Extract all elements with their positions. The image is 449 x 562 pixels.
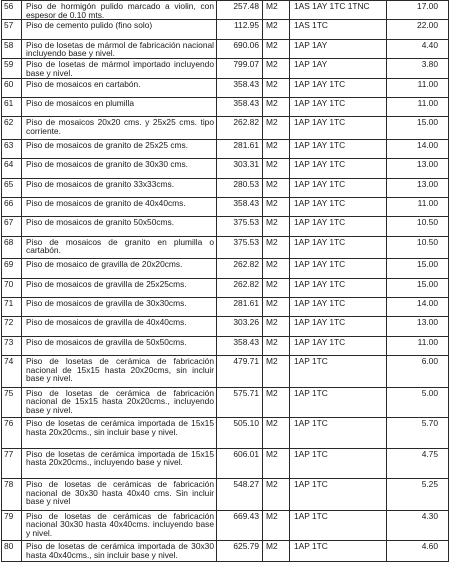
item-code: 1AP 1AY 1TC bbox=[290, 117, 387, 140]
unit-price: 505.10 bbox=[217, 418, 263, 449]
table-row bbox=[2, 117, 449, 140]
unit-price: 669.43 bbox=[217, 510, 263, 541]
unit-price: 548.27 bbox=[217, 479, 263, 511]
item-code: 1AP 1AY 1TC bbox=[290, 78, 387, 97]
unit-of-measure: M2 bbox=[263, 317, 290, 336]
unit-of-measure: M2 bbox=[263, 117, 290, 140]
item-description: Piso de mosaicos de gravilla de 25x25cms. bbox=[22, 278, 217, 297]
table-row bbox=[2, 387, 449, 418]
unit-of-measure: M2 bbox=[263, 159, 290, 178]
table-row bbox=[2, 336, 449, 355]
row-number: 77 bbox=[2, 448, 22, 479]
unit-of-measure: M2 bbox=[263, 418, 290, 449]
item-description: Piso de hormigón pulido marcado a violin, con espesor de 0.10 mts. bbox=[22, 1, 217, 20]
unit-of-measure: M2 bbox=[263, 336, 290, 355]
unit-of-measure: M2 bbox=[263, 20, 290, 39]
unit-price: 375.53 bbox=[217, 217, 263, 236]
unit-of-measure: M2 bbox=[263, 387, 290, 418]
item-description: Piso de mosaicos de gravilla de 30x30cms. bbox=[22, 298, 217, 317]
row-number: 60 bbox=[2, 78, 22, 97]
unit-of-measure: M2 bbox=[263, 178, 290, 197]
item-description: Piso de mosaicos de granito 50x50cms. bbox=[22, 217, 217, 236]
quantity: 13.00 bbox=[387, 159, 449, 178]
unit-of-measure: M2 bbox=[263, 59, 290, 78]
table-row bbox=[2, 448, 449, 479]
item-code: 1AP 1AY 1TC bbox=[290, 159, 387, 178]
row-number: 58 bbox=[2, 39, 22, 58]
item-description: Piso de losetas de cerámica importada de 30x30 hasta 40x40cms., sin incluir base y nivel. bbox=[22, 541, 217, 562]
item-code: 1AP 1AY 1TC bbox=[290, 139, 387, 158]
table-row bbox=[2, 236, 449, 259]
unit-of-measure: M2 bbox=[263, 356, 290, 388]
quantity: 10.50 bbox=[387, 236, 449, 259]
quantity: 4.30 bbox=[387, 510, 449, 541]
item-code: 1AP 1TC bbox=[290, 418, 387, 449]
row-number: 71 bbox=[2, 298, 22, 317]
unit-of-measure: M2 bbox=[263, 259, 290, 278]
item-description: Piso de mosaicos de granito 33x33cms. bbox=[22, 178, 217, 197]
item-description: Piso de mosaicos 20x20 cms. y 25x25 cms. tipo corriente. bbox=[22, 117, 217, 140]
row-number: 64 bbox=[2, 159, 22, 178]
table-row bbox=[2, 317, 449, 336]
table-row bbox=[2, 39, 449, 58]
unit-price: 799.07 bbox=[217, 59, 263, 78]
unit-price: 262.82 bbox=[217, 278, 263, 297]
row-number: 68 bbox=[2, 236, 22, 259]
unit-price: 303.26 bbox=[217, 317, 263, 336]
table-row bbox=[2, 78, 449, 97]
row-number: 72 bbox=[2, 317, 22, 336]
item-code: 1AP 1TC bbox=[290, 510, 387, 541]
item-description: Piso de mosaicos de gravilla de 50x50cms. bbox=[22, 336, 217, 355]
row-number: 78 bbox=[2, 479, 22, 511]
item-code: 1AP 1AY bbox=[290, 59, 387, 78]
table-row bbox=[2, 97, 449, 116]
unit-price: 358.43 bbox=[217, 336, 263, 355]
item-description: Piso de cemento pulido (fino solo) bbox=[22, 20, 217, 39]
unit-of-measure: M2 bbox=[263, 217, 290, 236]
unit-of-measure: M2 bbox=[263, 236, 290, 259]
item-description: Piso de losetas de cerámicas de fabricación nacional 30x30 hasta 40x40cms. incluyendo base y nivel. bbox=[22, 510, 217, 541]
row-number: 56 bbox=[2, 1, 22, 20]
row-number: 63 bbox=[2, 139, 22, 158]
unit-price: 375.53 bbox=[217, 236, 263, 259]
quantity: 15.00 bbox=[387, 117, 449, 140]
table-row bbox=[2, 217, 449, 236]
item-code: 1AP 1TC bbox=[290, 448, 387, 479]
row-number: 69 bbox=[2, 259, 22, 278]
row-number: 59 bbox=[2, 59, 22, 78]
item-code: 1AP 1AY 1TC bbox=[290, 336, 387, 355]
unit-of-measure: M2 bbox=[263, 479, 290, 511]
unit-price: 262.82 bbox=[217, 259, 263, 278]
item-description: Piso de losetas de cerámica importada de 15x15 hasta 20x20cms., incluyendo base y nivel. bbox=[22, 448, 217, 479]
unit-price: 112.95 bbox=[217, 20, 263, 39]
item-code: 1AP 1AY 1TC bbox=[290, 259, 387, 278]
row-number: 57 bbox=[2, 20, 22, 39]
row-number: 67 bbox=[2, 217, 22, 236]
quantity: 11.00 bbox=[387, 97, 449, 116]
table-row bbox=[2, 1, 449, 20]
unit-of-measure: M2 bbox=[263, 139, 290, 158]
unit-price: 479.71 bbox=[217, 356, 263, 388]
price-table-body bbox=[2, 1, 449, 562]
unit-of-measure: M2 bbox=[263, 541, 290, 562]
item-description: Piso de losetas de mármol de fabricación nacional incluyendo base y nivel. bbox=[22, 39, 217, 58]
unit-price: 281.61 bbox=[217, 139, 263, 158]
table-row bbox=[2, 198, 449, 217]
quantity: 22.00 bbox=[387, 20, 449, 39]
unit-of-measure: M2 bbox=[263, 1, 290, 20]
unit-price: 358.43 bbox=[217, 198, 263, 217]
quantity: 5.70 bbox=[387, 418, 449, 449]
quantity: 15.00 bbox=[387, 278, 449, 297]
quantity: 17.00 bbox=[387, 1, 449, 20]
unit-of-measure: M2 bbox=[263, 78, 290, 97]
quantity: 5.25 bbox=[387, 479, 449, 511]
quantity: 3.80 bbox=[387, 59, 449, 78]
table-row bbox=[2, 139, 449, 158]
item-code: 1AS 1TC bbox=[290, 20, 387, 39]
quantity: 11.00 bbox=[387, 336, 449, 355]
item-code: 1AP 1AY 1TC bbox=[290, 178, 387, 197]
unit-of-measure: M2 bbox=[263, 278, 290, 297]
item-code: 1AP 1AY 1TC bbox=[290, 298, 387, 317]
row-number: 76 bbox=[2, 418, 22, 449]
item-code: 1AP 1AY 1TC bbox=[290, 278, 387, 297]
row-number: 73 bbox=[2, 336, 22, 355]
unit-price: 303.31 bbox=[217, 159, 263, 178]
row-number: 74 bbox=[2, 356, 22, 388]
item-code: 1AP 1AY 1TC bbox=[290, 317, 387, 336]
price-table-page bbox=[1, 0, 448, 562]
unit-price: 280.53 bbox=[217, 178, 263, 197]
table-row bbox=[2, 298, 449, 317]
item-code: 1AP 1AY bbox=[290, 39, 387, 58]
item-description: Piso de mosaicos de granito en plumilla o cartabón. bbox=[22, 236, 217, 259]
unit-price: 281.61 bbox=[217, 298, 263, 317]
unit-of-measure: M2 bbox=[263, 448, 290, 479]
unit-price: 358.43 bbox=[217, 78, 263, 97]
table-row bbox=[2, 20, 449, 39]
item-description: Piso de mosaico de gravilla de 20x20cms. bbox=[22, 259, 217, 278]
row-number: 79 bbox=[2, 510, 22, 541]
item-code: 1AP 1AY 1TC bbox=[290, 198, 387, 217]
row-number: 62 bbox=[2, 117, 22, 140]
quantity: 6.00 bbox=[387, 356, 449, 388]
price-table bbox=[1, 0, 449, 562]
item-description: Piso de mosaicos en plumilla bbox=[22, 97, 217, 116]
table-row bbox=[2, 479, 449, 511]
row-number: 75 bbox=[2, 387, 22, 418]
table-row bbox=[2, 510, 449, 541]
item-description: Piso de mosaicos de granito de 40x40cms. bbox=[22, 198, 217, 217]
unit-of-measure: M2 bbox=[263, 298, 290, 317]
item-description: Piso de mosaicos de granito de 25x25 cms. bbox=[22, 139, 217, 158]
unit-of-measure: M2 bbox=[263, 39, 290, 58]
item-description: Piso de losetas de mármol importado incluyendo base y nivel. bbox=[22, 59, 217, 78]
quantity: 15.00 bbox=[387, 259, 449, 278]
table-row bbox=[2, 541, 449, 562]
quantity: 13.00 bbox=[387, 178, 449, 197]
quantity: 5.00 bbox=[387, 387, 449, 418]
row-number: 65 bbox=[2, 178, 22, 197]
unit-of-measure: M2 bbox=[263, 97, 290, 116]
unit-price: 690.06 bbox=[217, 39, 263, 58]
quantity: 14.00 bbox=[387, 139, 449, 158]
row-number: 80 bbox=[2, 541, 22, 562]
item-code: 1AS 1AY 1TC 1TNC bbox=[290, 1, 387, 20]
quantity: 4.75 bbox=[387, 448, 449, 479]
quantity: 10.50 bbox=[387, 217, 449, 236]
table-row bbox=[2, 159, 449, 178]
unit-price: 625.79 bbox=[217, 541, 263, 562]
row-number: 66 bbox=[2, 198, 22, 217]
quantity: 11.00 bbox=[387, 78, 449, 97]
item-code: 1AP 1TC bbox=[290, 479, 387, 511]
table-row bbox=[2, 356, 449, 388]
unit-price: 575.71 bbox=[217, 387, 263, 418]
item-code: 1AP 1AY 1TC bbox=[290, 97, 387, 116]
quantity: 13.00 bbox=[387, 317, 449, 336]
unit-price: 358.43 bbox=[217, 97, 263, 116]
unit-price: 606.01 bbox=[217, 448, 263, 479]
unit-of-measure: M2 bbox=[263, 198, 290, 217]
item-description: Piso de losetas de cerámica de fabricación nacional de 15x15 hasta 20x20cms., incluyendo base y nivel. bbox=[22, 387, 217, 418]
unit-price: 257.48 bbox=[217, 1, 263, 20]
item-description: Piso de mosaicos de granito de 30x30 cms. bbox=[22, 159, 217, 178]
item-description: Piso de losetas de cerámica de fabricación nacional de 15x15 hasta 20x20cms, sin incluir base y nivel. bbox=[22, 356, 217, 388]
row-number: 61 bbox=[2, 97, 22, 116]
item-description: Piso de losetas de cerámicas de fabricación nacional de 30x30 hasta 40x40 cms. Sin incluir base y nivel bbox=[22, 479, 217, 511]
unit-of-measure: M2 bbox=[263, 510, 290, 541]
table-row bbox=[2, 178, 449, 197]
quantity: 4.40 bbox=[387, 39, 449, 58]
unit-price: 262.82 bbox=[217, 117, 263, 140]
item-code: 1AP 1AY 1TC bbox=[290, 236, 387, 259]
item-code: 1AP 1TC bbox=[290, 387, 387, 418]
row-number: 70 bbox=[2, 278, 22, 297]
item-code: 1AP 1TC bbox=[290, 356, 387, 388]
item-description: Piso de mosaicos de gravilla de 40x40cms. bbox=[22, 317, 217, 336]
table-row bbox=[2, 278, 449, 297]
table-row bbox=[2, 59, 449, 78]
item-description: Piso de losetas de cerámica importada de 15x15 hasta 20x20cms., sin incluir base y nivel. bbox=[22, 418, 217, 449]
quantity: 14.00 bbox=[387, 298, 449, 317]
item-code: 1AP 1TC bbox=[290, 541, 387, 562]
table-row bbox=[2, 418, 449, 449]
quantity: 4.60 bbox=[387, 541, 449, 562]
table-row bbox=[2, 259, 449, 278]
item-code: 1AP 1AY 1TC bbox=[290, 217, 387, 236]
quantity: 11.00 bbox=[387, 198, 449, 217]
item-description: Piso de mosaicos en cartabón. bbox=[22, 78, 217, 97]
